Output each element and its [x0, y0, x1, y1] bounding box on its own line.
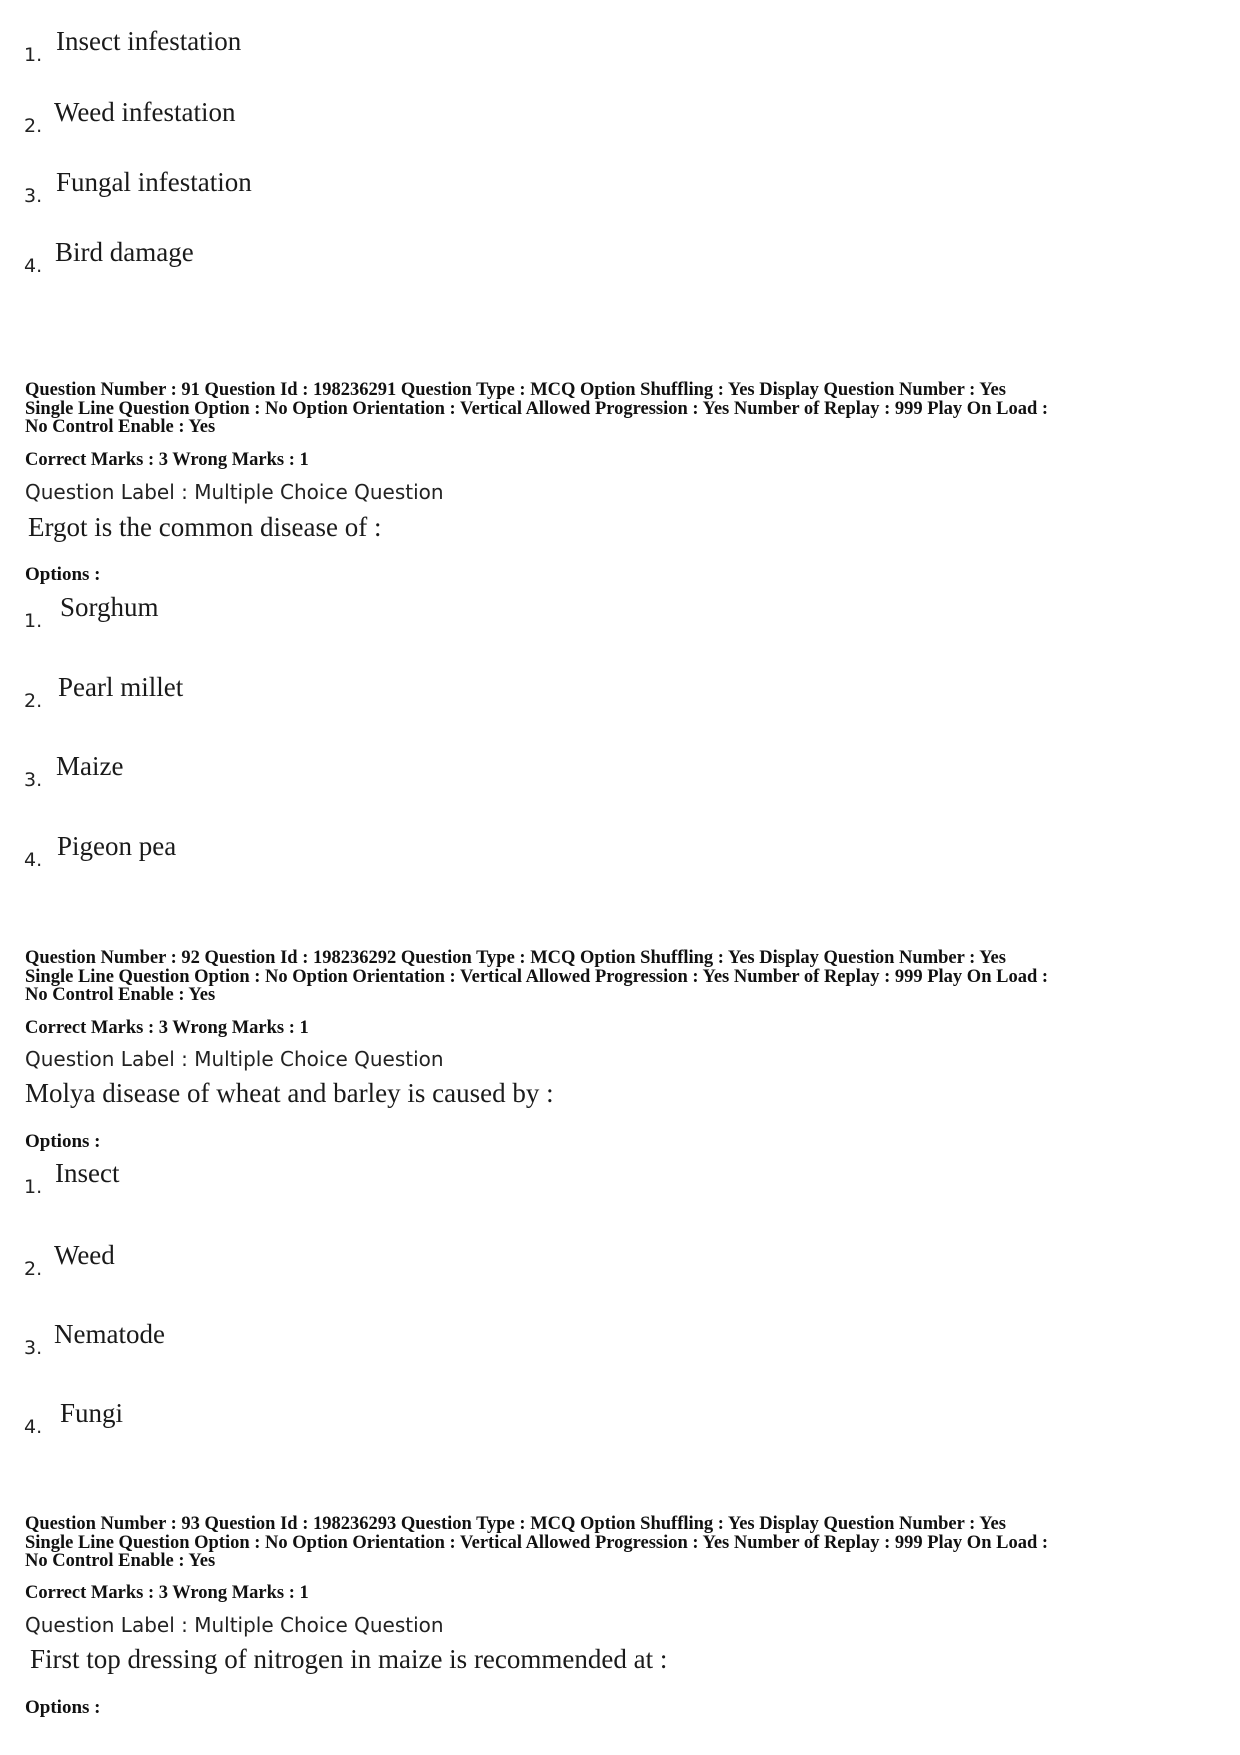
- option-text: Maize: [56, 751, 124, 781]
- meta-line: No Control Enable : Yes: [25, 985, 216, 1005]
- question-92-label: Question Label : Multiple Choice Question: [25, 1047, 444, 1071]
- option-number: 1.: [24, 44, 43, 66]
- question-92-text: Molya disease of wheat and barley is caused by :: [25, 1078, 554, 1108]
- question-91-options-label: Options :: [25, 564, 101, 585]
- meta-line: Single Line Question Option : No Option Orientation : Vertical Allowed Progression : Yes Number of Replay : 999 Play On Load :: [25, 398, 1049, 419]
- meta-line: No Control Enable : Yes: [25, 417, 216, 437]
- question-92-meta: [25, 949, 1220, 1005]
- option-number: 4.: [24, 1416, 43, 1438]
- option-number: 2.: [24, 1258, 43, 1280]
- question-91-marks: Correct Marks : 3 Wrong Marks : 1: [25, 450, 309, 470]
- q91-option-2: [24, 672, 824, 712]
- option-text: Nematode: [54, 1319, 165, 1349]
- question-92-marks: Correct Marks : 3 Wrong Marks : 1: [25, 1018, 309, 1038]
- meta-line: Question Number : 91 Question Id : 198236291 Question Type : MCQ Option Shuffling : Yes Display Question Number : Yes: [25, 380, 1006, 400]
- question-93-options-label: Options :: [25, 1697, 101, 1718]
- q92-option-2: [24, 1240, 824, 1280]
- meta-line: Single Line Question Option : No Option Orientation : Vertical Allowed Progression : Yes Number of Replay : 999 Play On Load :: [25, 1532, 1049, 1553]
- option-text: Weed: [54, 1240, 115, 1270]
- option-number: 4.: [24, 255, 43, 277]
- q91-option-3: [24, 751, 824, 791]
- option-number: 1.: [24, 610, 43, 632]
- option-text: Weed infestation: [54, 97, 236, 127]
- question-93-meta: [25, 1515, 1220, 1571]
- option-number: 3.: [24, 769, 43, 791]
- q91-option-1: [24, 592, 824, 632]
- option-number: 3.: [24, 1337, 43, 1359]
- q92-option-4: [24, 1398, 824, 1438]
- meta-line: Question Number : 92 Question Id : 198236292 Question Type : MCQ Option Shuffling : Yes Display Question Number : Yes: [25, 948, 1006, 968]
- option-number: 1.: [24, 1176, 43, 1198]
- question-91-meta: [25, 381, 1220, 437]
- question-91-text: Ergot is the common disease of :: [28, 512, 382, 542]
- meta-line: No Control Enable : Yes: [25, 1551, 216, 1571]
- prev-option-3: [24, 167, 824, 207]
- option-number: 4.: [24, 849, 43, 871]
- option-text: Pigeon pea: [57, 831, 177, 861]
- prev-option-1: [24, 26, 824, 66]
- q91-option-4: [24, 831, 824, 871]
- option-text: Pearl millet: [58, 672, 184, 702]
- option-number: 3.: [24, 185, 43, 207]
- option-text: Fungi: [60, 1398, 124, 1428]
- meta-line: Single Line Question Option : No Option Orientation : Vertical Allowed Progression : Yes Number of Replay : 999 Play On Load :: [25, 966, 1049, 987]
- q92-option-3: [24, 1319, 824, 1359]
- question-93-label: Question Label : Multiple Choice Question: [25, 1613, 444, 1637]
- question-93-text: First top dressing of nitrogen in maize is recommended at :: [30, 1644, 668, 1674]
- option-number: 2.: [24, 115, 43, 137]
- prev-option-4: [24, 237, 824, 277]
- option-number: 2.: [24, 690, 43, 712]
- question-92-options-label: Options :: [25, 1131, 101, 1152]
- meta-line: Question Number : 93 Question Id : 198236293 Question Type : MCQ Option Shuffling : Yes Display Question Number : Yes: [25, 1514, 1006, 1534]
- option-text: Sorghum: [60, 592, 159, 622]
- option-text: Fungal infestation: [56, 167, 252, 197]
- option-text: Bird damage: [55, 237, 194, 267]
- option-text: Insect: [55, 1158, 120, 1188]
- q92-option-1: [24, 1158, 824, 1198]
- prev-option-2: [24, 97, 824, 137]
- option-text: Insect infestation: [56, 26, 242, 56]
- question-91-label: Question Label : Multiple Choice Question: [25, 480, 444, 504]
- question-93-marks: Correct Marks : 3 Wrong Marks : 1: [25, 1583, 309, 1603]
